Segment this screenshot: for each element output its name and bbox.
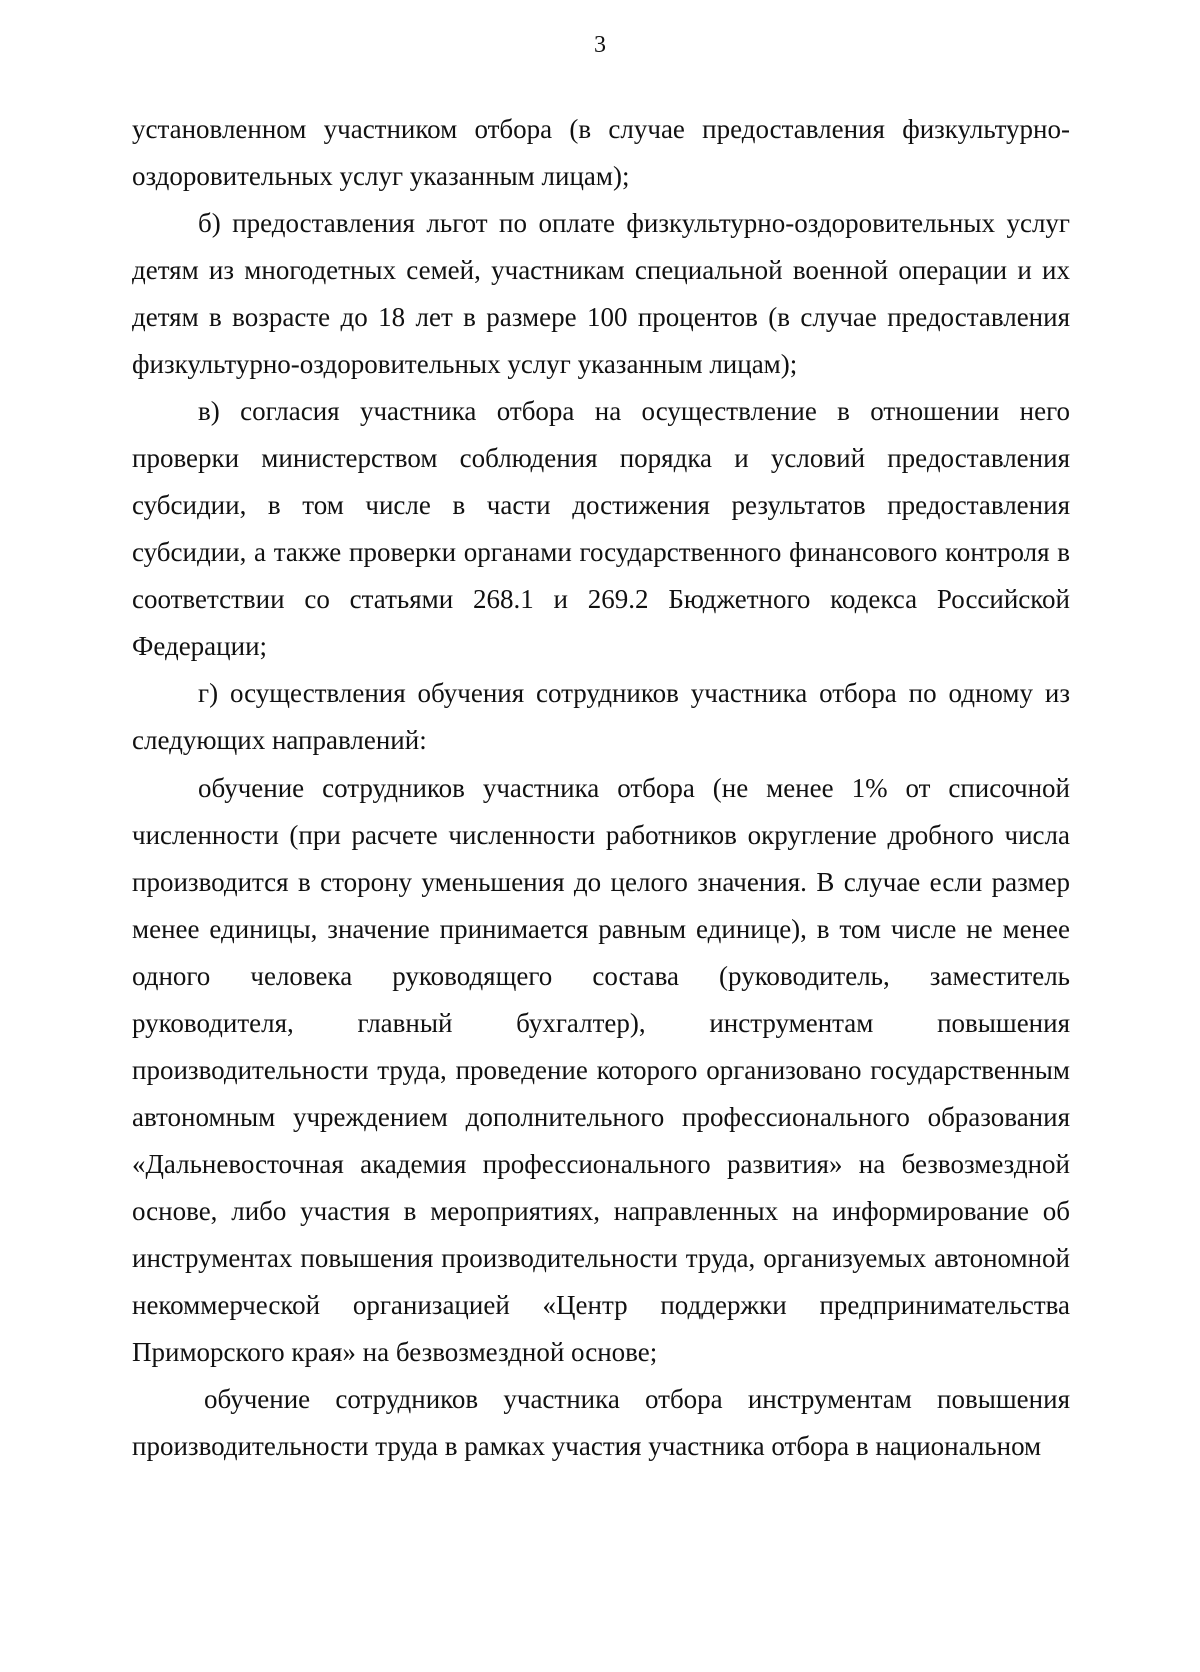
paragraph-item-b: б) предоставления льгот по оплате физкультурно-оздоровительных услуг детям из многодетных семей, участникам специальной военной операции и их детям в возрасте до 18 лет в размере 100 процентов (в случае предоставления физкультурно-оздоровительных услуг указанным лицам);	[132, 208, 1070, 379]
paragraph-item-g: г) осуществления обучения сотрудников участника отбора по одному из следующих направлений:	[132, 678, 1070, 755]
page-number: 3	[594, 32, 606, 58]
paragraph-item-v: в) согласия участника отбора на осуществление в отношении него проверки министерством соблюдения порядка и условий предоставления субсидии, в том числе в части достижения результатов предоставления субсидии, а также проверки органами государственного финансового контроля в соответствии со статьями 268.1 и 269.2 Бюджетного кодекса Российской Федерации;	[132, 396, 1070, 661]
document-body	[132, 106, 1070, 1470]
paragraph-training-option-2: обучение сотрудников участника отбора инструментам повышения производительности труда в рамках участия участника отбора в национальном	[132, 1384, 1070, 1461]
paragraph-training-option-1: обучение сотрудников участника отбора (не менее 1% от списочной численности (при расчете численности работников округление дробного числа производится в сторону уменьшения до целого значения. В случае если размер менее единицы, значение принимается равным единице), в том числе не менее одного человека руководящего состава (руководитель, заместитель руководителя, главный бухгалтер), инструментам повышения производительности труда, проведение которого организовано государственным автономным учреждением дополнительного профессионального образования «Дальневосточная академия профессионального развития» на безвозмездной основе, либо участия в мероприятиях, направленных на информирование об инструментах повышения производительности труда, организуемых автономной некоммерческой организацией «Центр поддержки предпринимательства Приморского края» на безвозмездной основе;	[132, 773, 1070, 1367]
paragraph-continuation: установленном участником отбора (в случае предоставления физкультурно-оздоровительных услуг указанным лицам);	[132, 114, 1070, 191]
